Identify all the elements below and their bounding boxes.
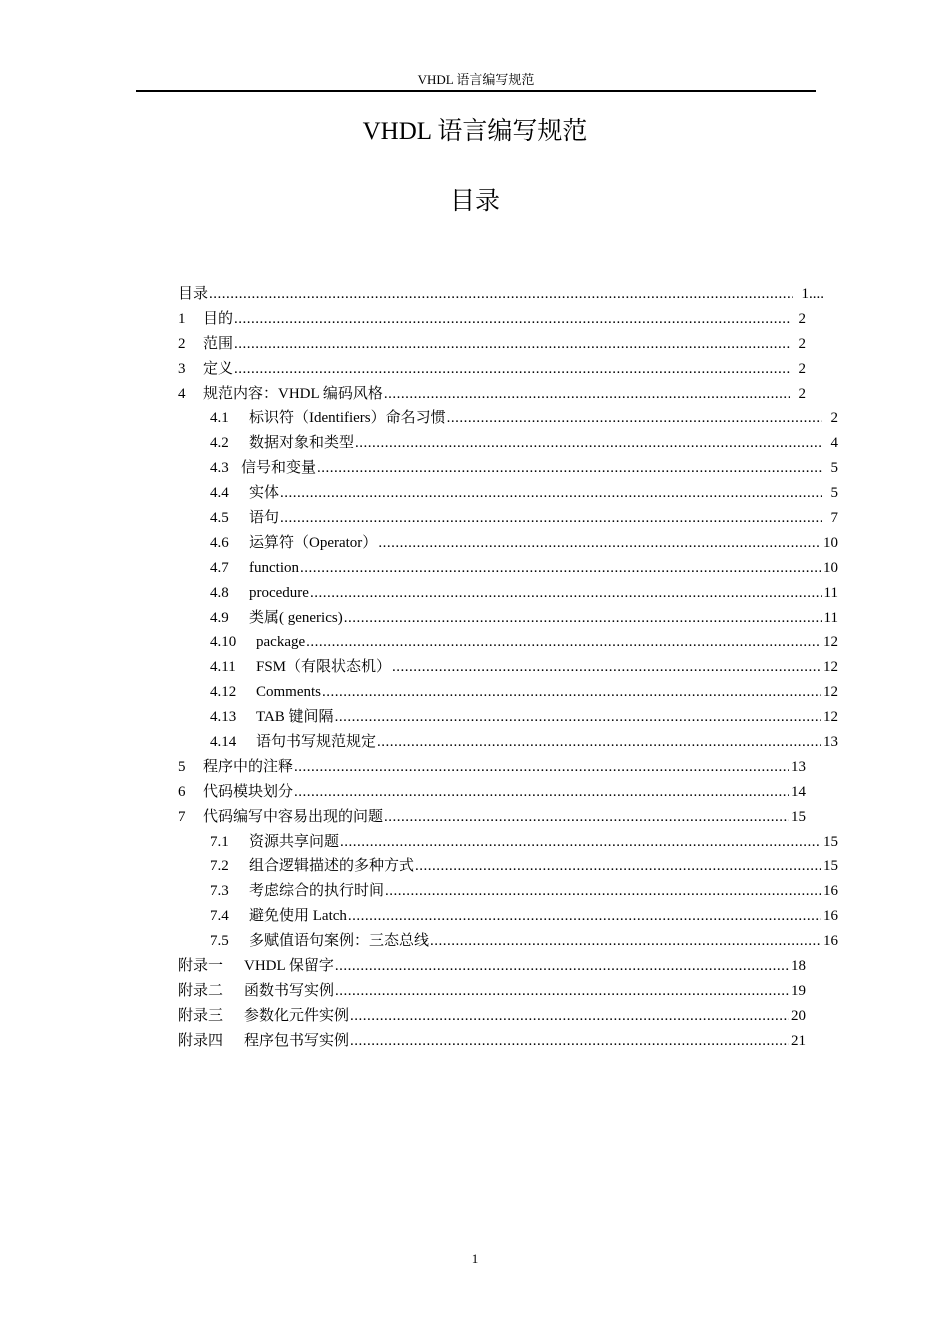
toc-entry-page: 15 xyxy=(823,833,838,850)
dot-leader xyxy=(344,607,822,629)
toc-entry-4-11[interactable] xyxy=(178,656,838,681)
toc-entry-page: 18 xyxy=(791,958,806,975)
toc-entry-number: 7.4 xyxy=(210,908,229,925)
toc-entry-page: 5 xyxy=(830,460,838,477)
dot-leader xyxy=(348,905,821,927)
toc-entry-number: 4.6 xyxy=(210,534,229,551)
dot-leader xyxy=(430,930,821,952)
toc-entry-page: 2 xyxy=(798,360,806,377)
toc-entry-4-8[interactable] xyxy=(178,582,838,607)
toc-entry-title: TAB 键间隔 xyxy=(256,709,334,726)
toc-entry-title: 规范内容：VHDL 编码风格 xyxy=(203,385,383,402)
toc-entry-page: 2 xyxy=(830,410,838,427)
toc-entry-4-13[interactable] xyxy=(178,706,838,731)
toc-entry-title: function xyxy=(249,559,299,576)
toc-entry-page: 2 xyxy=(798,385,806,402)
dot-leader xyxy=(385,880,821,902)
toc-entry-page: 10 xyxy=(823,534,838,551)
dot-leader xyxy=(234,333,790,355)
toc-entry-page: 7 xyxy=(830,510,838,527)
toc-entry-7-5[interactable] xyxy=(178,930,838,955)
toc-entry-title: 函数书写实例 xyxy=(244,982,335,999)
toc-entry-page: 16 xyxy=(823,933,838,950)
toc-entry-4-9[interactable] xyxy=(178,607,838,632)
toc-entry-page: 2 xyxy=(798,310,806,327)
toc-entry-7[interactable] xyxy=(178,806,806,831)
toc-entry-number: 4.3 xyxy=(210,460,229,477)
toc-entry-page: 13 xyxy=(791,758,806,775)
toc-entry-title: 避免使用 Latch xyxy=(249,908,347,925)
toc-entry-page: 16 xyxy=(823,883,838,900)
toc-entry-title: 实体 xyxy=(249,485,280,502)
toc-entry-page: 21 xyxy=(791,1032,806,1049)
toc-entry-page: 12 xyxy=(823,659,838,676)
toc-entry-number: 2 xyxy=(178,335,186,352)
toc-entry-4-10[interactable] xyxy=(178,631,838,656)
toc-entry-page: 12 xyxy=(823,709,838,726)
dot-leader xyxy=(310,582,822,604)
toc-entry-number: 6 xyxy=(178,783,186,800)
toc-entry-1[interactable] xyxy=(178,308,806,333)
toc-entry-title: 资源共享问题 xyxy=(249,833,340,850)
toc-entry-4-3[interactable] xyxy=(178,457,838,482)
toc-entry-4-5[interactable] xyxy=(178,507,838,532)
dot-leader xyxy=(280,482,822,504)
toc-entry-7-2[interactable] xyxy=(178,855,838,880)
toc-entry-title: 范围 xyxy=(203,335,234,352)
dot-leader xyxy=(340,831,821,853)
toc-entry-page: 14 xyxy=(791,783,806,800)
toc-entry-page: 13 xyxy=(823,734,838,751)
toc-entry-title: 运算符（Operator） xyxy=(249,534,378,551)
toc-entry-title: Comments xyxy=(256,684,322,701)
toc-entry-page: 4 xyxy=(830,435,838,452)
toc-entry-appendix-3[interactable] xyxy=(178,1005,806,1030)
toc-entry-number: 4.4 xyxy=(210,485,229,502)
dot-leader xyxy=(322,681,821,703)
toc-entry-number: 4.12 xyxy=(210,684,237,701)
dot-leader xyxy=(415,855,821,877)
toc-entry-number: 附录一 xyxy=(178,958,224,975)
toc-entry-title: 信号和变量 xyxy=(241,460,317,477)
toc-entry-page: 1 xyxy=(801,286,809,302)
toc-entry-3[interactable] xyxy=(178,358,806,383)
dot-leader xyxy=(335,955,789,977)
toc-entry-contents[interactable] xyxy=(178,283,824,308)
toc-entry-number: 4.9 xyxy=(210,609,229,626)
dot-leader xyxy=(294,756,789,778)
toc-entry-title: 考虑综合的执行时间 xyxy=(249,883,385,900)
toc-entry-number: 7 xyxy=(178,808,186,825)
toc-entry-title: 代码模块划分 xyxy=(203,783,294,800)
toc-entry-4-4[interactable] xyxy=(178,482,838,507)
toc-entry-number: 7.2 xyxy=(210,858,229,875)
toc-entry-7-4[interactable] xyxy=(178,905,838,930)
toc-entry-title: 数据对象和类型 xyxy=(249,435,355,452)
toc-entry-title: 代码编写中容易出现的问题 xyxy=(203,808,384,825)
toc-entry-number: 5 xyxy=(178,758,186,775)
toc-entry-5[interactable] xyxy=(178,756,806,781)
toc-entry-number: 4.11 xyxy=(210,659,236,676)
toc-entry-page: 11 xyxy=(823,584,838,601)
toc-entry-4-6[interactable] xyxy=(178,532,838,557)
toc-entry-7-1[interactable] xyxy=(178,831,838,856)
running-header: VHDL 语言编写规范 xyxy=(417,72,535,87)
toc-entry-page: 15 xyxy=(791,808,806,825)
toc-entry-appendix-4[interactable] xyxy=(178,1030,806,1055)
toc-heading: 目录 xyxy=(449,188,500,215)
toc-entry-number: 4.1 xyxy=(210,410,229,427)
dot-leader xyxy=(234,358,790,380)
toc-entry-4-14[interactable] xyxy=(178,731,838,756)
toc-entry-appendix-1[interactable] xyxy=(178,955,806,980)
toc-entry-title: FSM（有限状态机） xyxy=(256,659,392,676)
header-rule xyxy=(136,90,816,92)
toc-entry-4-12[interactable] xyxy=(178,681,838,706)
dot-leader xyxy=(350,1005,789,1027)
toc-entry-number: 4.10 xyxy=(210,634,237,651)
toc-entry-title: 语句书写规范规定 xyxy=(256,734,377,751)
toc-entry-page: 2 xyxy=(798,335,806,352)
toc-entry-title: 程序包书写实例 xyxy=(244,1032,350,1049)
toc-entry-7-3[interactable] xyxy=(178,880,838,905)
dot-leader xyxy=(335,980,789,1002)
toc-entry-2[interactable] xyxy=(178,333,806,358)
toc-entry-page: 19 xyxy=(791,982,806,999)
dot-leader xyxy=(355,432,822,454)
toc-entry-page: 10 xyxy=(823,559,838,576)
toc-entry-title: 类属( generics) xyxy=(249,609,343,626)
dot-leader xyxy=(234,308,790,330)
toc-entry-number: 7.3 xyxy=(210,883,229,900)
toc-entry-title: 目录 xyxy=(178,286,209,302)
toc-entry-page: 15 xyxy=(823,858,838,875)
dot-leader xyxy=(317,457,822,479)
toc-entry-title: 定义 xyxy=(203,360,234,377)
dot-leader xyxy=(335,706,821,728)
toc-entry-page: 5 xyxy=(830,485,838,502)
toc-entry-number: 附录三 xyxy=(178,1007,224,1024)
dot-leader xyxy=(280,507,822,529)
toc-entry-number: 4.2 xyxy=(210,435,229,452)
toc-entry-4-2[interactable] xyxy=(178,432,838,457)
toc-entry-number: 4.13 xyxy=(210,709,237,726)
toc-entry-page: 11 xyxy=(823,609,838,626)
trailing-dots: .... xyxy=(809,286,824,302)
toc-entry-number: 4.8 xyxy=(210,584,229,601)
dot-leader xyxy=(300,557,821,579)
dot-leader xyxy=(350,1030,789,1052)
dot-leader xyxy=(306,631,821,653)
toc-entry-6[interactable] xyxy=(178,781,806,806)
toc-entry-title: package xyxy=(256,634,306,651)
toc-entry-appendix-2[interactable] xyxy=(178,980,806,1005)
toc-entry-title: 语句 xyxy=(249,510,280,527)
dot-leader xyxy=(378,532,821,554)
document-title: VHDL 语言编写规范 xyxy=(362,118,588,145)
toc-entry-page: 20 xyxy=(791,1007,806,1024)
toc-entry-title: 程序中的注释 xyxy=(203,758,294,775)
dot-leader xyxy=(384,383,790,405)
toc-entry-title: 组合逻辑描述的多种方式 xyxy=(249,858,415,875)
dot-leader xyxy=(209,283,793,305)
table-of-contents xyxy=(178,283,838,1055)
toc-entry-title: 目的 xyxy=(203,310,234,327)
toc-entry-4[interactable] xyxy=(178,383,806,408)
toc-entry-number: 4.5 xyxy=(210,510,229,527)
dot-leader xyxy=(392,656,821,678)
toc-entry-number: 1 xyxy=(178,310,186,327)
page-number: 1 xyxy=(471,1251,479,1266)
toc-entry-4-1[interactable] xyxy=(178,407,838,432)
dot-leader xyxy=(384,806,789,828)
toc-entry-title: 标识符（Identifiers）命名习惯 xyxy=(249,410,446,427)
toc-entry-number: 附录四 xyxy=(178,1032,224,1049)
dot-leader xyxy=(377,731,821,753)
toc-entry-title: 多赋值语句案例：三态总线 xyxy=(249,933,430,950)
toc-entry-title: procedure xyxy=(249,584,309,601)
toc-entry-number: 3 xyxy=(178,360,186,377)
toc-entry-number: 7.5 xyxy=(210,933,229,950)
toc-entry-page: 12 xyxy=(823,634,838,651)
toc-entry-page: 12 xyxy=(823,684,838,701)
toc-entry-title: 参数化元件实例 xyxy=(244,1007,350,1024)
toc-entry-number: 4.14 xyxy=(210,734,237,751)
toc-entry-page: 16 xyxy=(823,908,838,925)
toc-entry-number: 4 xyxy=(178,385,186,402)
toc-entry-number: 7.1 xyxy=(210,833,229,850)
toc-entry-number: 4.7 xyxy=(210,559,229,576)
dot-leader xyxy=(447,407,822,429)
toc-entry-title: VHDL 保留字 xyxy=(244,958,334,975)
toc-entry-4-7[interactable] xyxy=(178,557,838,582)
dot-leader xyxy=(294,781,789,803)
toc-entry-number: 附录二 xyxy=(178,982,224,999)
